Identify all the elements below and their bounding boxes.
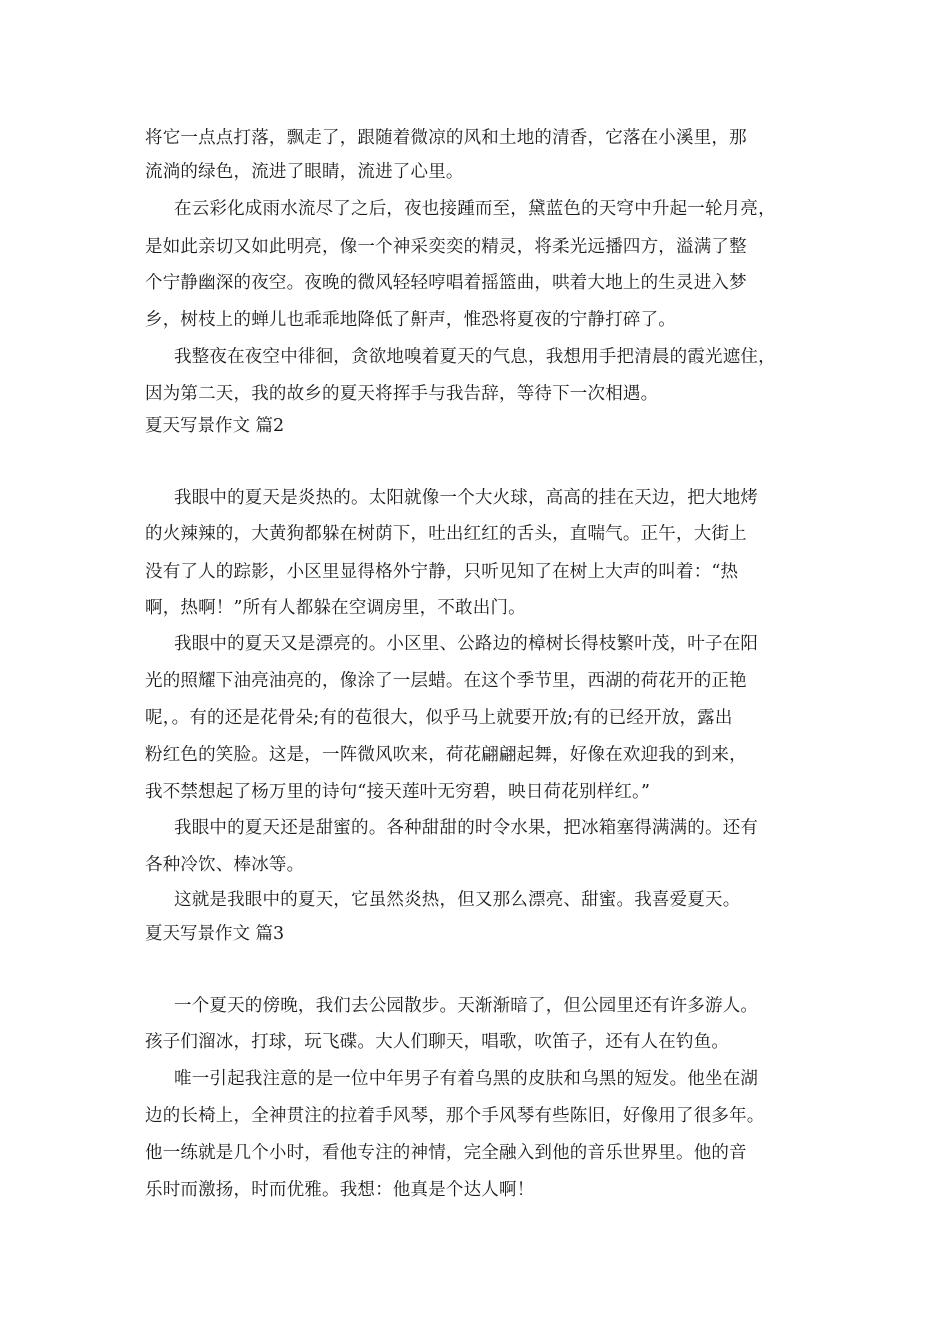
text-line: 呢，。有的还是花骨朵;有的苞很大，似乎马上就要开放;有的已经开放，露出	[145, 708, 733, 728]
text-line: 我整夜在夜空中徘徊，贪欲地嗅着夏天的气息，我想用手把清晨的霞光遮住，	[174, 347, 776, 367]
text-line: 在云彩化成雨水流尽了之后，夜也接踵而至，黛蓝色的天穹中升起一轮月亮，	[174, 199, 776, 219]
text-line: 粉红色的笑脸。这是，一阵微风吹来，荷花翩翩起舞，好像在欢迎我的到来，	[145, 745, 747, 765]
text-line: 是如此亲切又如此明亮，像一个神采奕奕的精灵，将柔光远播四方，溢满了整	[145, 237, 747, 257]
text-line: 各种冷饮、棒冰等。	[145, 855, 305, 875]
section-heading: 夏天写景作文 篇2	[145, 416, 285, 436]
text-line: 光的照耀下油亮油亮的，像涂了一层蜡。在这个季节里，西湖的荷花开的正艳	[145, 671, 747, 691]
text-line: 啊，热啊！”所有人都躲在空调房里，不敢出门。	[145, 598, 526, 618]
text-line: 没有了人的踪影，小区里显得格外宁静，只听见知了在树上大声的叫着：“热	[145, 562, 739, 582]
text-line: 因为第二天，我的故乡的夏天将挥手与我告辞，等待下一次相遇。	[145, 384, 659, 404]
text-line: 唯一引起我注意的是一位中年男子有着乌黑的皮肤和乌黑的短发。他坐在湖	[174, 1069, 759, 1089]
text-line: 孩子们溜冰，打球，玩飞碟。大人们聊天，唱歌，吹笛子，还有人在钓鱼。	[145, 1032, 730, 1052]
text-line: 乐时而激扬，时而优雅。我想：他真是个达人啊！	[145, 1180, 535, 1200]
text-line: 个宁静幽深的夜空。夜晚的微风轻轻哼唱着摇篮曲，哄着大地上的生灵进入梦	[145, 273, 747, 293]
text-line: 流淌的绿色，流进了眼睛，流进了心里。	[145, 162, 464, 182]
section-heading: 夏天写景作文 篇3	[145, 924, 285, 944]
text-line: 他一练就是几个小时，看他专注的神情，完全融入到他的音乐世界里。他的音	[145, 1143, 747, 1163]
text-line: 我眼中的夏天又是漂亮的。小区里、公路边的樟树长得枝繁叶茂，叶子在阳	[174, 634, 759, 654]
text-line: 这就是我眼中的夏天，它虽然炎热，但又那么漂亮、甜蜜。我喜爱夏天。	[174, 890, 741, 910]
text-line: 的火辣辣的，大黄狗都躲在树荫下，吐出红红的舌头，直喘气。正午，大街上	[145, 524, 747, 544]
text-line: 我眼中的夏天还是甜蜜的。各种甜甜的时令水果，把冰箱塞得满满的。还有	[174, 818, 759, 838]
text-line: 边的长椅上，全神贯注的拉着手风琴，那个手风琴有些陈旧，好像用了很多年。	[145, 1106, 765, 1126]
text-line: 我不禁想起了杨万里的诗句“接天莲叶无穷碧，映日荷花别样红。”	[145, 782, 651, 802]
text-line: 将它一点点打落，飘走了，跟随着微凉的风和土地的清香，它落在小溪里，那	[145, 128, 747, 148]
text-line: 一个夏天的傍晚，我们去公园散步。天渐渐暗了，但公园里还有许多游人。	[174, 996, 759, 1016]
text-line: 乡，树枝上的蝉儿也乖乖地降低了鼾声，惟恐将夏夜的宁静打碎了。	[145, 310, 676, 330]
text-line: 我眼中的夏天是炎热的。太阳就像一个大火球，高高的挂在天边，把大地烤	[174, 488, 759, 508]
